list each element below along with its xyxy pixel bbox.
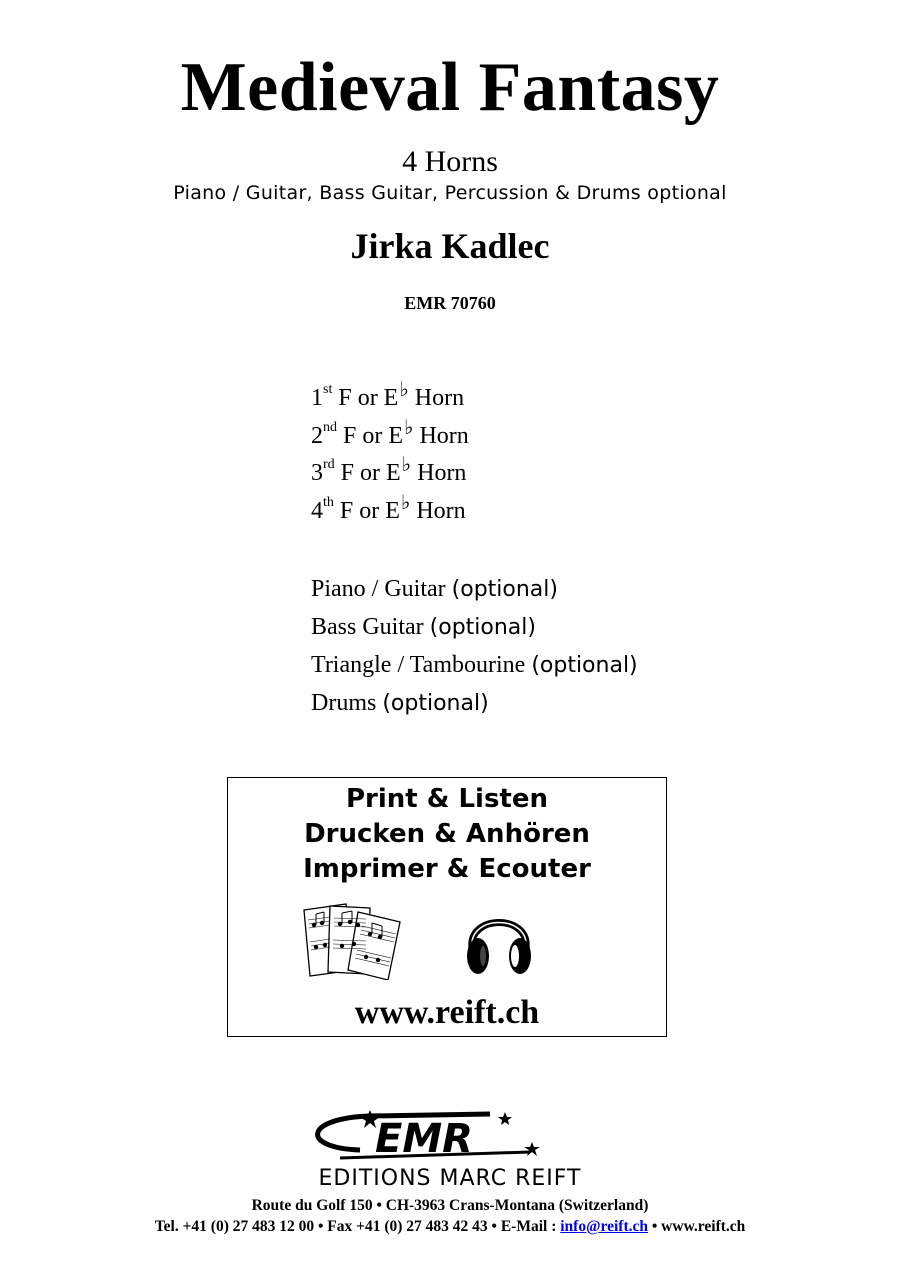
list-item: [311, 455, 469, 493]
logo-text: EMR: [375, 1116, 473, 1162]
part-instrument: Horn: [417, 460, 467, 486]
headphones-icon: [464, 900, 534, 980]
part-number: 4: [311, 497, 323, 524]
part-key: F or E: [340, 460, 401, 486]
contact-website: • www.reift.ch: [648, 1218, 746, 1235]
list-item: [311, 380, 469, 418]
flat-sign: ♭: [401, 454, 412, 476]
list-item: [311, 570, 638, 608]
publisher-contact: [0, 1218, 900, 1236]
ordinal-suffix: th: [323, 494, 334, 510]
list-item: [311, 418, 469, 456]
flat-sign: ♭: [404, 416, 414, 439]
emr-logo-icon: [300, 1108, 600, 1168]
optional-note: (optional): [382, 691, 489, 716]
part-number: 1: [311, 385, 323, 411]
promo-line-english: Print & Listen: [345, 784, 549, 814]
optional-note: (optional): [531, 653, 638, 678]
list-item: [311, 646, 638, 684]
composer-name: Jirka Kadlec: [350, 226, 550, 266]
part-name: Triangle / Tambourine: [311, 652, 526, 678]
part-key: F or E: [339, 497, 400, 524]
part-number: 3: [311, 460, 323, 486]
part-name: Drums: [311, 690, 377, 716]
horn-parts-list: [311, 380, 469, 530]
part-instrument: Horn: [419, 422, 469, 449]
page-title: Medieval Fantasy: [180, 49, 720, 126]
contact-phone-fax: Tel. +41 (0) 27 483 12 00 • Fax +41 (0) 27 483 42 43 • E-Mail :: [154, 1218, 561, 1235]
optional-parts-list: [311, 570, 638, 722]
optional-note: (optional): [451, 577, 558, 602]
promo-line-french: Imprimer & Ecouter: [303, 854, 591, 884]
part-name: Bass Guitar: [311, 614, 424, 640]
ensemble-subtitle: 4 Horns: [402, 145, 498, 178]
print-listen-box: [227, 777, 667, 1037]
ordinal-suffix: st: [323, 382, 333, 397]
instrumentation-note: Piano / Guitar, Bass Guitar, Percussion & Drums optional: [173, 182, 727, 204]
list-item: [311, 608, 638, 646]
list-item: [311, 684, 638, 722]
part-name: Piano / Guitar: [311, 576, 446, 602]
catalog-number: EMR 70760: [404, 293, 496, 313]
part-number: 2: [311, 422, 323, 449]
publisher-address: Route du Golf 150 • CH-3963 Crans-Montana (Switzerland): [251, 1197, 649, 1214]
optional-note: (optional): [429, 615, 536, 640]
website-link[interactable]: www.reift.ch: [354, 994, 540, 1031]
flat-sign: ♭: [399, 379, 409, 401]
publisher-name: EDITIONS MARC REIFT: [318, 1166, 582, 1191]
flat-sign: ♭: [400, 491, 411, 514]
ordinal-suffix: nd: [323, 419, 337, 435]
email-link[interactable]: info@reift.ch: [560, 1218, 648, 1235]
part-key: F or E: [343, 422, 403, 449]
ordinal-suffix: rd: [323, 457, 335, 472]
part-key: F or E: [338, 385, 399, 411]
sheet-music-icon: [300, 900, 412, 980]
part-instrument: Horn: [416, 497, 466, 524]
list-item: [311, 493, 469, 531]
part-instrument: Horn: [414, 385, 465, 411]
promo-line-german: Drucken & Anhören: [304, 819, 590, 849]
